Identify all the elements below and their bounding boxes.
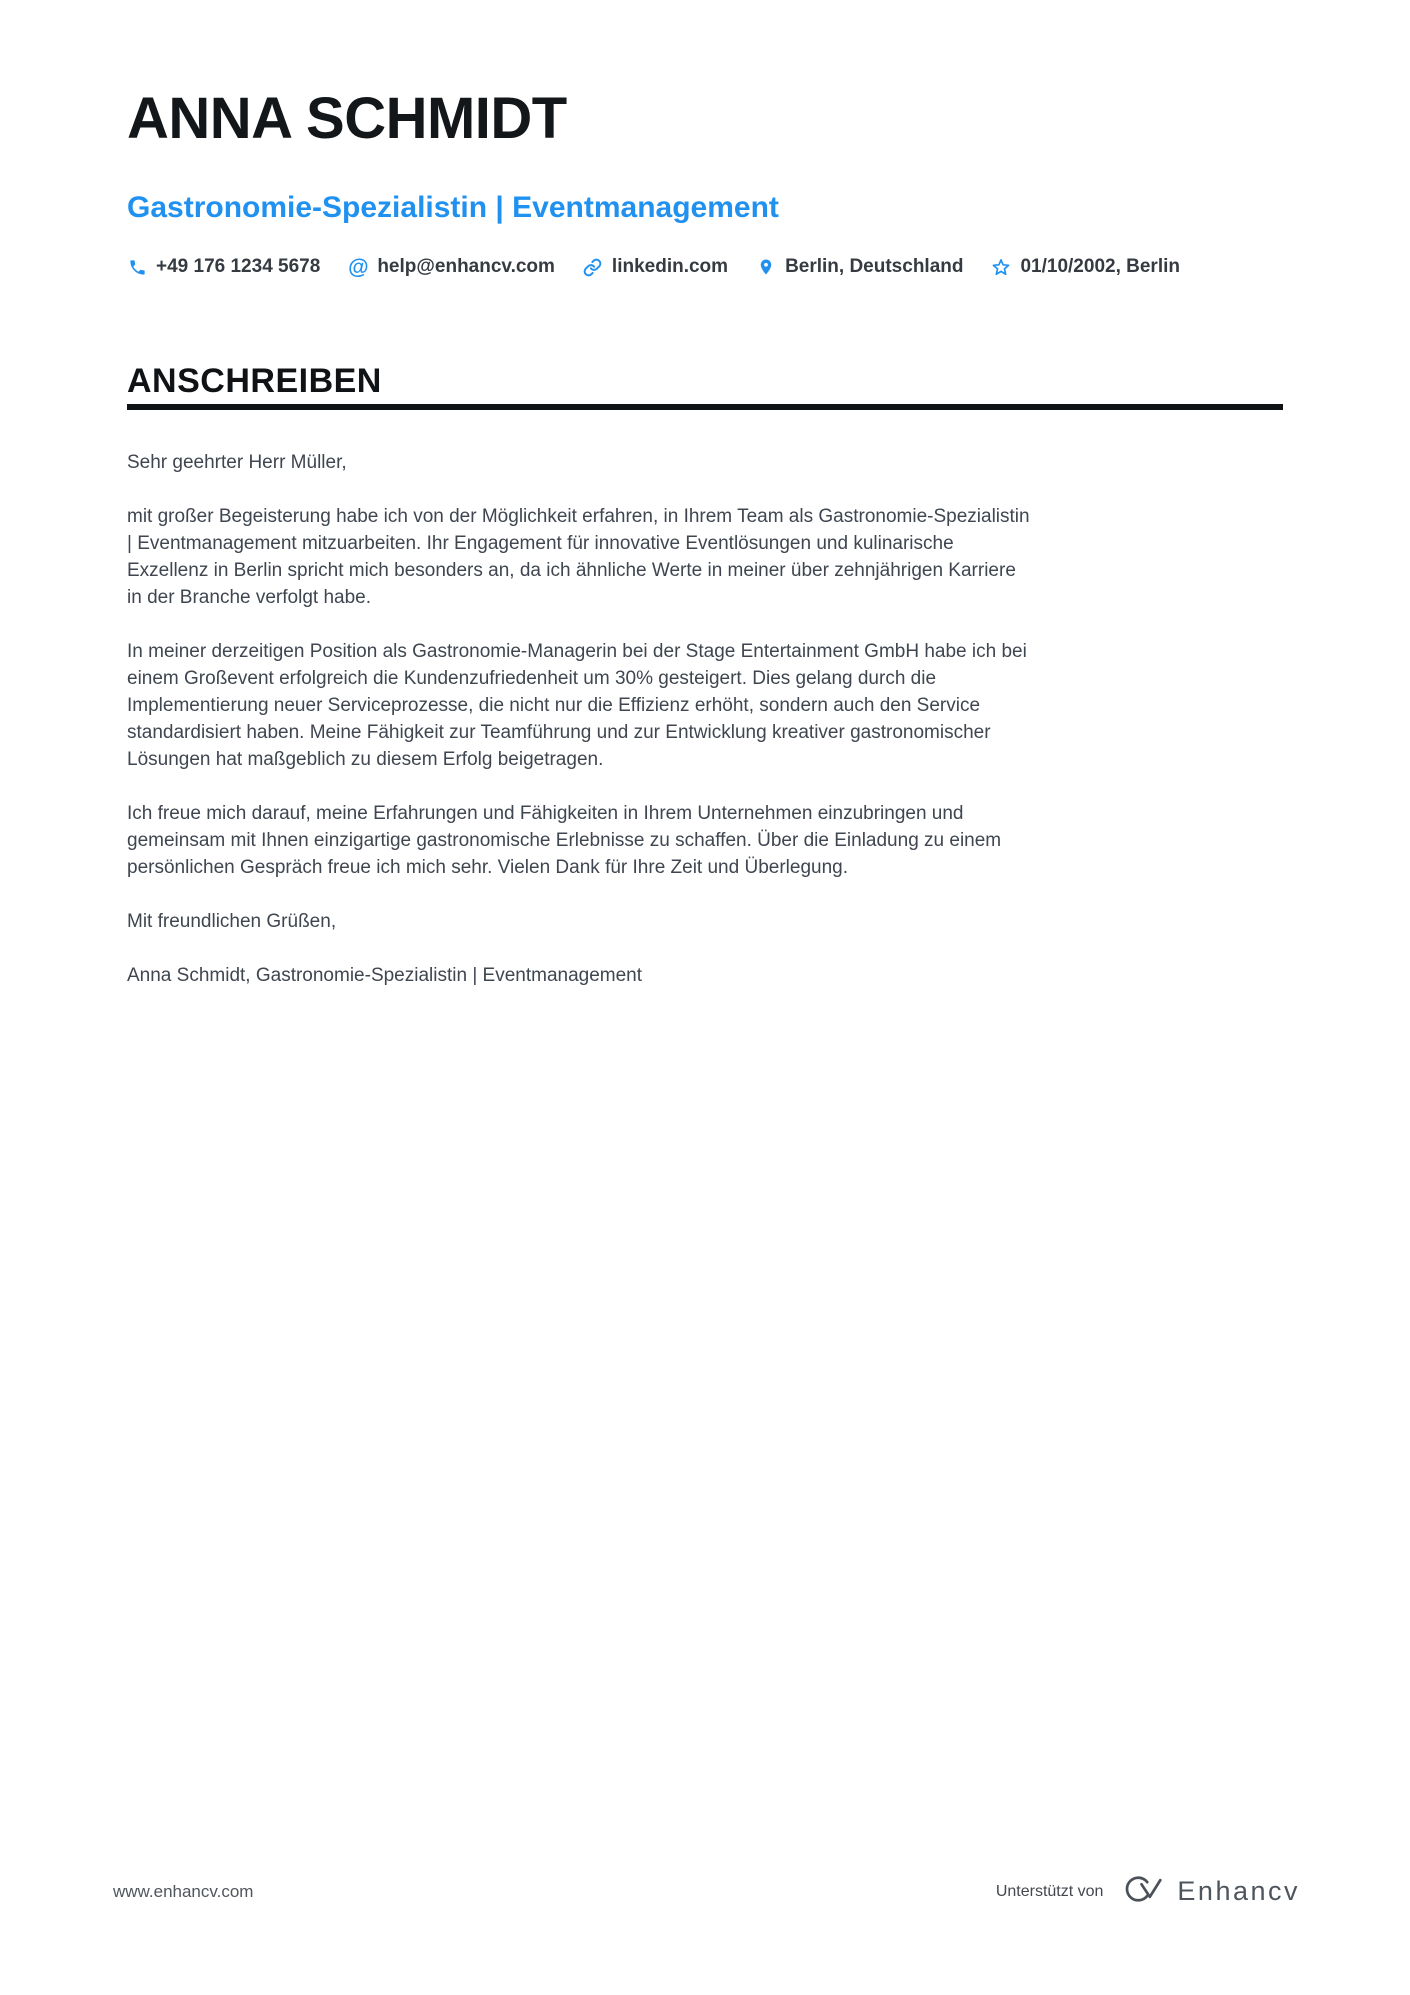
contact-linkedin-text: linkedin.com — [611, 256, 729, 277]
letter-body — [127, 449, 1035, 989]
enhancv-wordmark: Enhancv — [1177, 1876, 1300, 1906]
powered-by-label: Unterstützt von — [995, 1882, 1104, 1900]
enhancv-logo-icon — [1117, 1874, 1165, 1909]
enhancv-brand-link[interactable] — [1117, 1874, 1300, 1909]
at-icon: @ — [348, 255, 369, 279]
job-title: Gastronomie-Spezialistin | Eventmanagement — [127, 191, 779, 224]
contact-phone-text: +49 176 1234 5678 — [156, 256, 321, 277]
phone-icon — [127, 257, 147, 277]
section-heading-anschreiben: ANSCHREIBEN — [127, 364, 1283, 410]
letter-paragraph-signature: Anna Schmidt, Gastronomie-Spezialistin | Eventmanagement — [127, 965, 643, 986]
location-icon — [756, 257, 776, 277]
page-footer — [113, 1874, 1300, 1909]
contact-location-text: Berlin, Deutschland — [785, 256, 964, 277]
letter-paragraph: In meiner derzeitigen Position als Gastronomie-Managerin bei der Stage Entertainment GmbH habe ich bei einem Großevent erfolgreich die Kundenzufriedenheit um 30% gesteigert. Dies gelang durch die Implementierung neuer Serviceprozesse, die nicht nur die Effizienz erhöht, sondern auch den Service standardisiert haben. Meine Fähigkeit zur Teamführung und zur Entwicklung kreativer gastronomischer Lösungen hat maßgeblich zu diesem Erfolg beigetragen. — [127, 641, 1027, 770]
footer-brand-block — [996, 1874, 1300, 1909]
contact-email-text: help@enhancv.com — [377, 256, 555, 277]
contact-email[interactable] — [348, 256, 555, 278]
contact-extra — [991, 256, 1180, 278]
letter-paragraph-closing: Mit freundlichen Grüßen, — [127, 911, 337, 932]
contact-location — [756, 256, 963, 278]
link-icon — [583, 257, 603, 277]
star-icon — [991, 257, 1011, 277]
person-name: ANNA SCHMIDT — [127, 86, 567, 151]
letter-paragraph: Ich freue mich darauf, meine Erfahrungen und Fähigkeiten in Ihrem Unternehmen einzubringen und gemeinsam mit Ihnen einzigartige gastronomische Erlebnisse zu schaffen. Über die Einladung zu einem persönlichen Gespräch freue ich mich sehr. Vielen Dank für Ihre Zeit und Überlegung. — [127, 803, 1002, 878]
contact-linkedin[interactable] — [583, 256, 728, 278]
footer-website-link[interactable]: www.enhancv.com — [113, 1881, 254, 1901]
contact-phone — [127, 256, 320, 278]
letter-paragraph: mit großer Begeisterung habe ich von der Möglichkeit erfahren, in Ihrem Team als Gastronomie-Spezialistin | Eventmanagement mitzuarbeiten. Ihr Engagement für innovative Eventlösungen und kulinarische Exzellenz in Berlin spricht mich besonders an, da ich ähnliche Werte in meiner über zehnjährigen Karriere in der Branche verfolgt habe. — [127, 506, 1030, 608]
letter-paragraph-salutation: Sehr geehrter Herr Müller, — [127, 452, 347, 473]
contact-extra-text: 01/10/2002, Berlin — [1020, 256, 1180, 277]
contact-row — [127, 256, 1283, 278]
